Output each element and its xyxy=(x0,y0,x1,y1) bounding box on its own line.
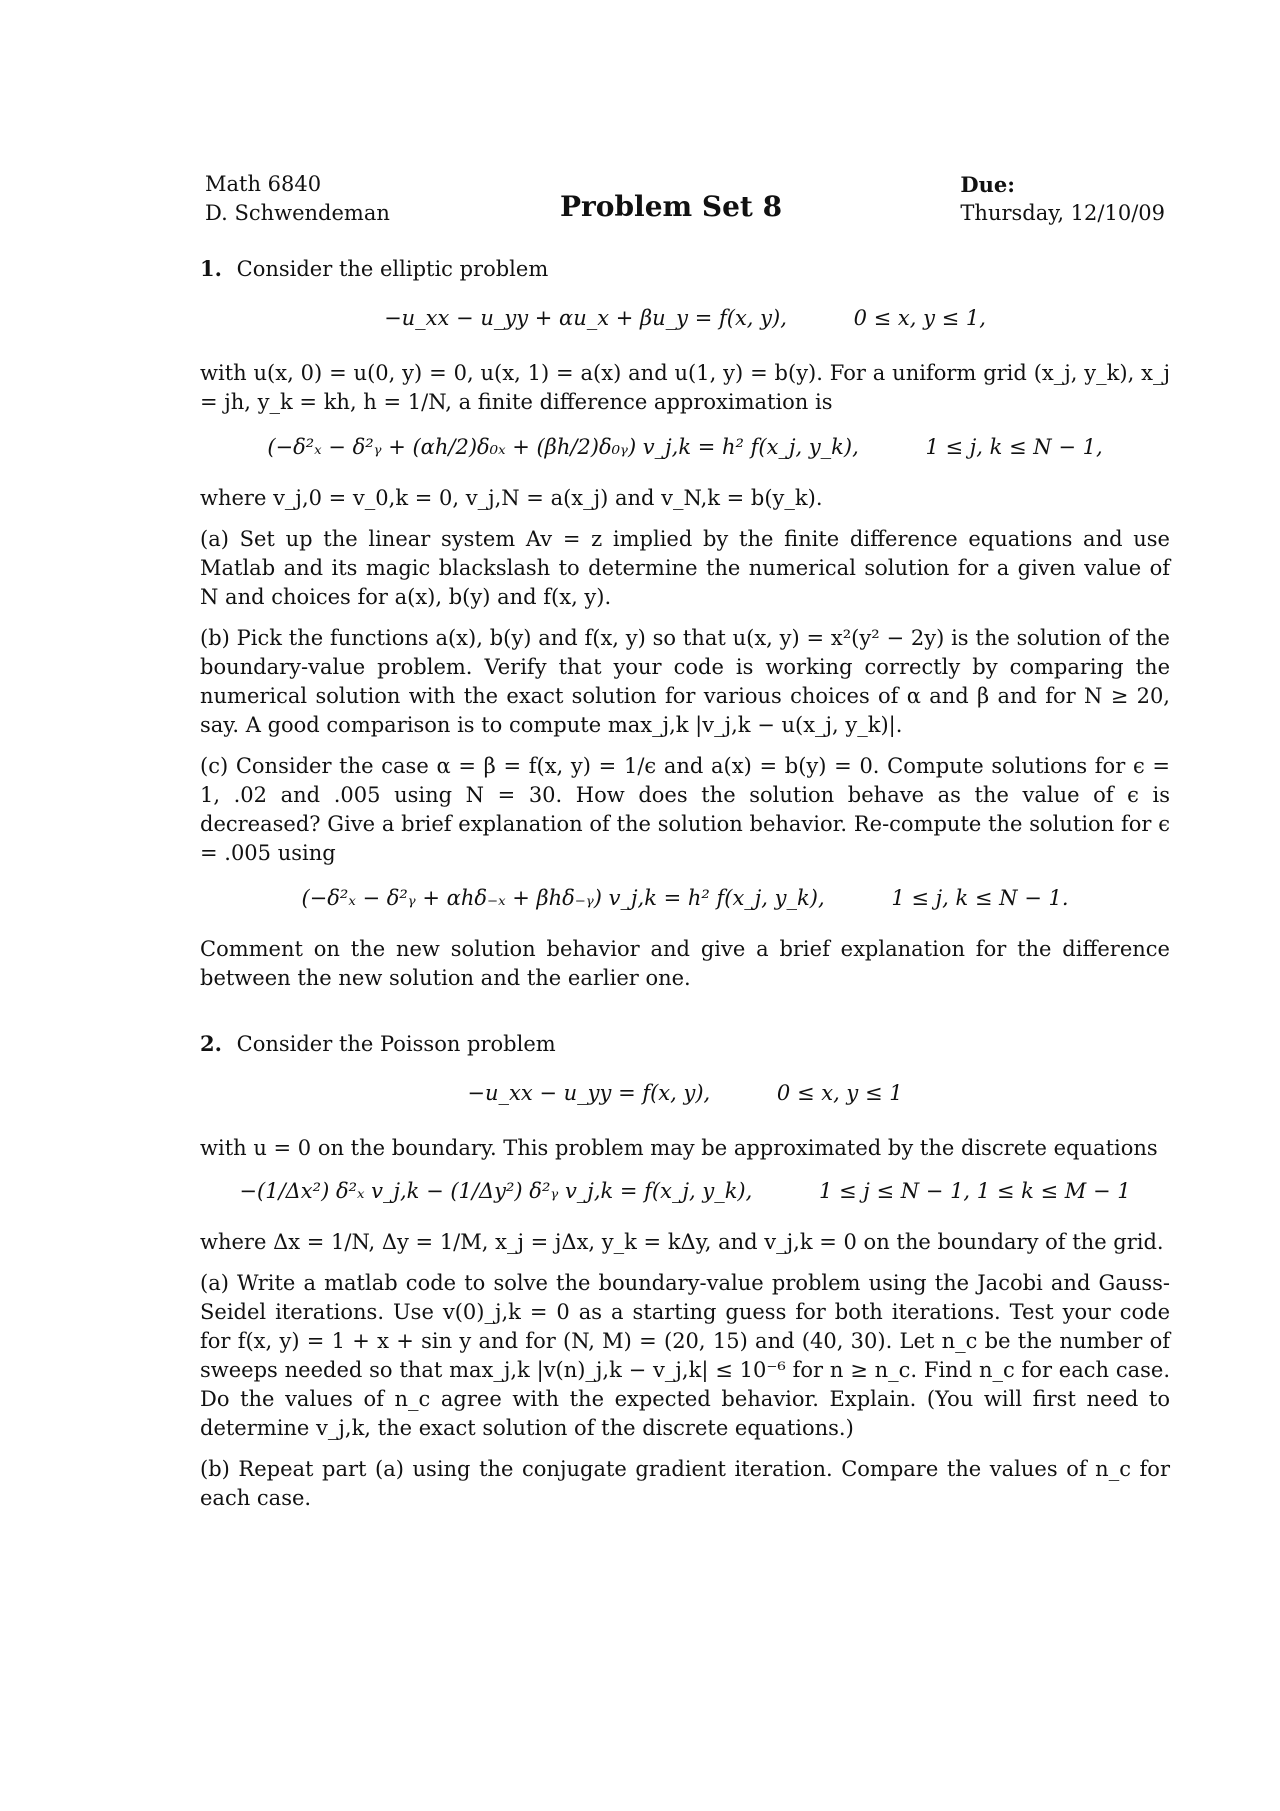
problem-2-boundary-text: with u = 0 on the boundary. This problem may be approximated by the discrete equations xyxy=(200,1136,1158,1160)
problem-2-intro: Consider the Poisson problem xyxy=(236,1032,556,1056)
page-title: Problem Set 8 xyxy=(560,190,783,223)
due-date: Thursday, 12/10/09 xyxy=(960,201,1165,225)
due-label: Due: xyxy=(960,172,1016,197)
problem-1-where-text: where v_j,0 = v_0,k = 0, v_j,N = a(x_j) and v_N,k = b(y_k). xyxy=(200,486,823,510)
problem-1-upwind-equation xyxy=(200,884,1170,913)
problem-1-boundary-text: with u(x, 0) = u(0, y) = 0, u(x, 1) = a(x) and u(1, y) = b(y). For a uniform grid (x_j, y_k), x_j = jh, y_k = kh, h = 1/N, a finite difference approximation is xyxy=(200,361,1170,414)
problem-2-discrete-equation xyxy=(200,1177,1170,1206)
problem-1-heading xyxy=(200,254,1170,284)
problem-2-part-a: (a) Write a matlab code to solve the boundary-value problem using the Jacobi and Gauss-Seidel iterations. Use v(0)_j,k = 0 as a starting guess for both iterations. Test your code for f(x, y) = 1 + x + sin y and for (N, M) = (20, 15) and (40, 30). Let n_c be the number of sweeps needed so that max_j,k |v(n)_j,k − v_j,k| ≤ 10⁻⁶ for n ≥ n_c. Find n_c for each case. Do the values of n_c agree with the expected behavior. Explain. (You will first need to determine v_j,k, the exact solution of the discrete equations.) xyxy=(200,1271,1170,1440)
problem-2-where-text: where Δx = 1/N, Δy = 1/M, x_j = jΔx, y_k = kΔy, and v_j,k = 0 on the boundary of the grid. xyxy=(200,1230,1164,1254)
problem-2-heading xyxy=(200,1029,1170,1059)
problem-content xyxy=(200,254,1170,1525)
problem-1-domain: 0 ≤ x, y ≤ 1, xyxy=(853,306,986,330)
problem-2-number: 2. xyxy=(200,1031,222,1056)
problem-2-equation xyxy=(200,1079,1170,1108)
course-name: Math 6840 xyxy=(205,172,322,196)
problem-1-fd-equation xyxy=(200,433,1170,462)
course-info xyxy=(205,170,390,228)
instructor-name: D. Schwendeman xyxy=(205,201,390,225)
problem-2-discrete-range: 1 ≤ j ≤ N − 1, 1 ≤ k ≤ M − 1 xyxy=(818,1179,1131,1203)
problem-1-part-b: (b) Pick the functions a(x), b(y) and f(x, y) so that u(x, y) = x²(y² − 2y) is the solution of the boundary-value problem. Verify that your code is working correctly by comparing the numerical solution with the exact solution for various choices of α and β and for N ≥ 20, say. A good comparison is to compute max_j,k |v_j,k − u(x_j, y_k)|. xyxy=(200,626,1170,737)
problem-1-pde: −u_xx − u_yy + αu_x + βu_y = f(x, y), xyxy=(384,306,787,330)
due-info xyxy=(960,170,1165,228)
header xyxy=(205,170,1165,230)
problem-2-domain: 0 ≤ x, y ≤ 1 xyxy=(776,1081,903,1105)
problem-1-part-a: (a) Set up the linear system Av = z implied by the finite difference equations and use Matlab and its magic blackslash to determine the numerical solution for a given value of N and choices for a(x), b(y) and f(x, y). xyxy=(200,527,1170,609)
problem-1-number: 1. xyxy=(200,256,222,281)
problem-1-upwind-scheme: (−δ²ₓ − δ²ᵧ + αhδ₋ₓ + βhδ₋ᵧ) v_j,k = h² f(x_j, y_k), xyxy=(301,886,825,910)
problem-1-part-c: (c) Consider the case α = β = f(x, y) = 1/ϵ and a(x) = b(y) = 0. Compute solutions for ϵ = 1, .02 and .005 using N = 30. How does the solution behave as the value of ϵ is decreased? Give a brief explanation of the solution behavior. Re-compute the solution for ϵ = .005 using xyxy=(200,754,1170,865)
problem-2-part-b: (b) Repeat part (a) using the conjugate gradient iteration. Compare the values of n_c for each case. xyxy=(200,1457,1170,1510)
problem-1-intro: Consider the elliptic problem xyxy=(236,257,549,281)
problem-1-comment: Comment on the new solution behavior and give a brief explanation for the difference between the new solution and the earlier one. xyxy=(200,937,1170,990)
problem-1-equation xyxy=(200,304,1170,333)
problem-2-discrete-scheme: −(1/Δx²) δ²ₓ v_j,k − (1/Δy²) δ²ᵧ v_j,k = f(x_j, y_k), xyxy=(239,1179,753,1203)
problem-1-upwind-range: 1 ≤ j, k ≤ N − 1. xyxy=(891,886,1069,910)
problem-1-fd-range: 1 ≤ j, k ≤ N − 1, xyxy=(925,435,1103,459)
problem-1-fd-scheme: (−δ²ₓ − δ²ᵧ + (αh/2)δ₀ₓ + (βh/2)δ₀ᵧ) v_j,k = h² f(x_j, y_k), xyxy=(267,435,859,459)
problem-2-pde: −u_xx − u_yy = f(x, y), xyxy=(467,1081,711,1105)
